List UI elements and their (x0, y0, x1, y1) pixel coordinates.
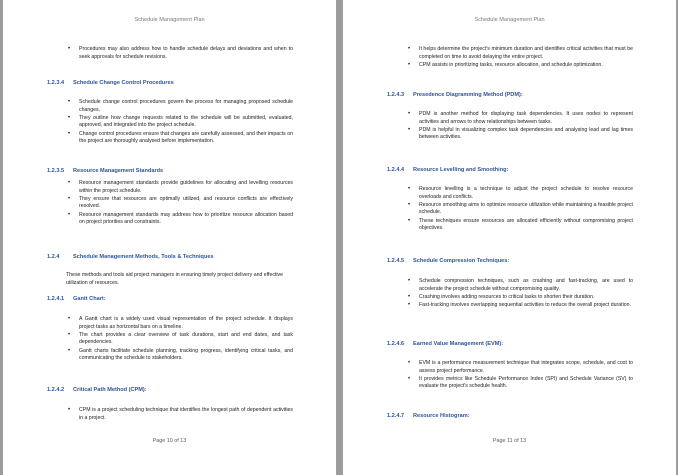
list-item: • It helps determine the project's minimum duration and identifies critical activities that must be completed on time to avoid delaying the entire project. (405, 46, 633, 61)
section-title: Resource Management Standards (73, 168, 164, 174)
list-item: • These techniques ensure resources are allocated efficiently without compromising project objectives. (405, 218, 633, 233)
page-body (3, 0, 336, 475)
section-heading (387, 167, 508, 173)
list-item: • Schedule compression techniques, such as crashing and fast-tracking, are used to accelerate the project schedule without compromising quality. (405, 278, 633, 293)
section-number: 1.2.4.6 (387, 341, 405, 347)
section-number: 1.2.4 (47, 254, 60, 260)
section-heading (47, 80, 174, 86)
section-title: Critical Path Method (CPM): (73, 387, 147, 393)
list-item: • Schedule change control procedures govern the process for managing proposed schedule changes. (65, 99, 293, 114)
section-number: 1.2.4.7 (387, 413, 405, 419)
bullet-list (65, 180, 293, 227)
list-item: • Resource management standards may address how to prioritize resource allocation based on project priorities and constraints. (65, 212, 293, 227)
list-item: • They outline how change requests related to the schedule will be submitted, evaluated, approved, and integrated into the project schedule. (65, 115, 293, 130)
list-item: • PDM is helpful in visualizing complex task dependencies and analysing lead and lag times between activities. (405, 127, 633, 142)
section-paragraph: These methods and tools aid project managers in ensuring timely project delivery and effective utilization of resources. (66, 272, 284, 286)
section-heading (387, 341, 503, 347)
intro-bullet-list (65, 46, 293, 62)
bullet-list (65, 407, 293, 423)
section-heading (47, 387, 147, 393)
document-page-right (343, 0, 676, 475)
page-number: Page 10 of 13 (152, 438, 187, 444)
list-item: • The chart provides a clear overview of task durations, start and end dates, and task dependencies. (65, 332, 293, 347)
list-item: • Procedures may also address how to handle schedule delays and deviations and when to seek approvals for schedule revisions. (65, 46, 293, 61)
section-number: 1.2.4.1 (47, 296, 65, 302)
section-number: 1.2.3.5 (47, 168, 65, 174)
list-item: • CPM is a project scheduling technique that identifies the longest path of dependent activities in a project. (65, 407, 293, 422)
section-title: Presedence Diagramming Method (PDM): (413, 92, 523, 98)
section-number: 1.2.4.3 (387, 92, 405, 98)
section-title: Schedule Compression Techniques: (413, 258, 510, 264)
bullet-list (65, 316, 293, 363)
section-heading (47, 254, 214, 260)
section-number: 1.2.3.4 (47, 80, 65, 86)
page-body (343, 0, 676, 475)
list-item: • They ensure that resources are optimally utilized, and resource conflicts are effectively resolved. (65, 196, 293, 211)
section-heading (387, 92, 523, 98)
section-number: 1.2.4.5 (387, 258, 405, 264)
list-item: • It provides metrics like Schedule Performance Index (SPI) and Schedule Variance (SV) to evaluate the project's schedule health. (405, 376, 633, 391)
page-header: Schedule Management Plan (134, 17, 205, 23)
section-title: Gantt Chart: (73, 296, 106, 302)
section-title: Earned Value Management (EVM): (413, 341, 504, 347)
section-heading (387, 258, 509, 264)
list-item: • Crashing involves adding resources to critical tasks to shorten their duration. (405, 294, 633, 302)
page-header: Schedule Management Plan (474, 17, 545, 23)
list-item: • Gantt charts facilitate schedule planning, tracking progress, identifying critical tasks, and communicating the schedule to stakeholders. (65, 348, 293, 363)
section-number: 1.2.4.4 (387, 167, 405, 173)
page-number: Page 11 of 13 (492, 438, 527, 444)
list-item: • A Gantt chart is a widely used visual representation of the project schedule. It displays project tasks as horizontal bars on a timeline. (65, 316, 293, 331)
intro-bullet-list (405, 46, 633, 70)
list-item: • Resource smoothing aims to optimize resource utilization while maintaining a feasible project schedule. (405, 202, 633, 217)
list-item: • CPM assists in prioritizing tasks, resource allocation, and schedule optimization. (405, 62, 633, 70)
section-title: Schedule Management Methods, Tools & Techniques (73, 254, 214, 260)
bullet-list (65, 99, 293, 146)
list-item: • Resource levelling is a technique to adjust the project schedule to resolve resource overloads and conflicts. (405, 186, 633, 201)
document-page-left (3, 0, 336, 475)
section-title: Schedule Change Control Procedures (73, 80, 174, 86)
bullet-list (405, 111, 633, 143)
bullet-list (405, 278, 633, 310)
section-heading (387, 413, 470, 419)
section-heading (47, 168, 163, 174)
section-title: Resource Levelling and Smoothing: (413, 167, 509, 173)
list-item: • Fast-tracking involves overlapping sequential activities to reduce the overall project duration. (405, 302, 633, 310)
list-item: • Resource management standards provide guidelines for allocating and levelling resources within the project schedule. (65, 180, 293, 195)
list-item: • PDM is another method for displaying task dependencies. It uses nodes to represent activities and arrows to show relationships between tasks. (405, 111, 633, 126)
section-title: Resource Histogram: (413, 413, 470, 419)
list-item: • EVM is a performance measurement technique that integrates scope, schedule, and cost to assess project performance. (405, 360, 633, 375)
bullet-list (405, 186, 633, 233)
section-number: 1.2.4.2 (47, 387, 65, 393)
section-heading (47, 296, 106, 302)
bullet-list (405, 360, 633, 392)
list-item: • Change control procedures ensure that changes are carefully assessed, and their impacts on the project are thoroughly analysed before implementation. (65, 131, 293, 146)
